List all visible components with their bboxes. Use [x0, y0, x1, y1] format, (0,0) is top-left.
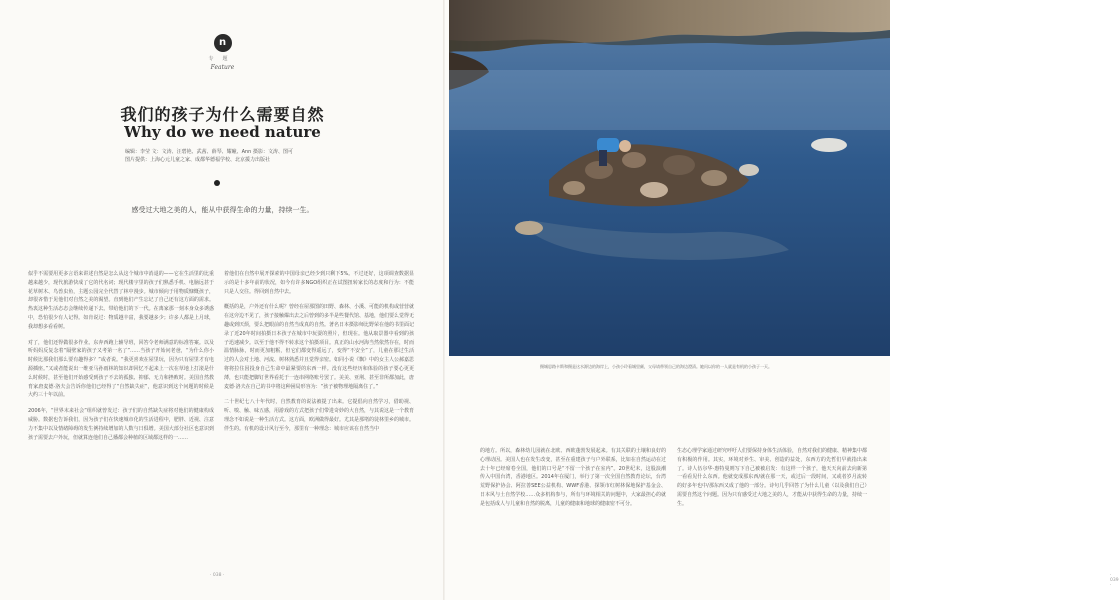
paragraph: 着他们在自然中展开探索的中国母亲已经少到只剩下5%。不过还好，这项调查数据显示的是十多年前的状况，如今有许多NGO组织正在试图扭转家长的态度和行为：不能只是人交往。得回到自然中去。 [224, 271, 414, 295]
paragraph: 2006年，“世界末来社会”组织就曾发过：孩子们的自然缺失症将对他们的健康构成威胁。数据也告诉我们，因为孩子们在快速城市化的生活进程中，肥胖、近视、注意力不集中以及情绪障碍的发生例持续增加的人数与日俱增。美国大部分社区也意识到孩子需要去户外玩，但就算连他们自己播都会种植的区域都这样的一…… [28, 408, 214, 441]
lake-shore-photo [449, 0, 890, 356]
text-column-right-2 [677, 447, 867, 516]
article-intro: 感受过大地之美的人，能从中获得生命的力量，持续一生。 [131, 206, 314, 214]
paragraph: 生态心理学家通过研究呼吁人们要保持身体生活体验，自然对我们的健康、精神集中都有积极的作用。其实，环境对养生、审美、创造的益处，东西方的先哲们早就指出来了。诗人伍尔华·惠特曼则写下自己被被启发：有这样一个孩子，他天天向前去向新第一看看见什么东西。他就变成那东西/就在那一天，或过后一段时间，又或者岁月流转的好多年也中/那东西又成了他的一部分。诗句几乎回答了为什么儿童（以及我们自己）需要自然这个问题。因为只有感受过大地之美的人，才能从中获得生命的力量，持续一生。 [677, 448, 868, 507]
credits-line: 图片提供：上海心元儿童之家、成都华德福学校、北京援力出版社 [125, 157, 271, 163]
paragraph: 对了，他们还得做很多作业。东奔西跑上辅导班，回答令老师满意的标准答案。以及听妈妈反复念着“隔壁家的孩子又考第一名了”……当孩子开始问老爸，“为什么你小时候比那我们那么要有趣得多？”或者说。“我更喜欢在屋里玩，因为只有屋里才有电源插座。”又或者能说出一维亚马孙雨林的知识却回忆不起来上一次在草地上打滚是什么时候时，甚至他们开始感受到孩子不去的孤独、抑郁、无力和挫败时。美国自然教育家唐麦德·洛夫会告诉你他们已经得了“自然缺失症”，他意识到这个问题的时候是大约三十年以前。 [28, 339, 214, 399]
text-column-left-1 [28, 270, 214, 449]
page-number-left: · 038 · [210, 573, 225, 578]
paragraph: 概括的是，户外还有什么呢？曾经在屋那图的田野、森林、小溪、可能的机构或营营就在这旁边不见了，孩子接触爆出去之后曾到的多半是些餐代馆、基地，他们要么觉得无趣或到厌烦，要么把眼前的自然当成真的自然。著名日本摄影师比野荣在他的书里面记录了近20年时间拍摄日本孩子在城市中玩耍的照片，但现在。他从取景器中看到的孩子迅速减少。以至于他不得不转求这个拍摄项目。真正的山水河海当然依然存在，时而温情脉脉，时而更加粗粝，但它们都变得遥远了，变得“不安全”了，儿童在那过生活过的人会对土地、河流、树林熟悉并且觉得亲密。如同小说《飘》中的女主人公郝嘉思将将拉住因投身自己生命中最紧要的东西一样。没有这些经历和体验的孩子要心更更薄，也只能把脚钉世界看托于一连串网络账号罢了。美美、亚荆、甚至非所都加此，唐麦德·洛夫在自己的书中将这种困局形容为：“孩子被物理地隔离住了。” [224, 304, 415, 390]
section-label-cn: 专题 [208, 56, 237, 62]
paragraph: 似乎不需要用更多言语来讲述自然是怎么从这个城市中消退的——它在生活里的比重越来越少，现代旅游快成了它的代名词；现代楼宇里的孩子们熟悉手机、电脑远甚于花草树木、鸟兽虫鱼，主题公园完全代替了林中漫步。城市倾向于用物质慷慨孩子，却很吝惜于见他们对自然之美的渴望。直到他们产生忘记了自己还有这方面的需求。热衷这种生活态态会继续传递下去。带给他们的下一代。在离家那一刻本身众多诱惑中，恐怕很少有人记得。如肯说过：物质越丰富，我要越多少；许多人都是上月球，我却想多看看树。 [28, 271, 214, 330]
text-column-left-2 [224, 270, 414, 441]
credits [125, 148, 325, 164]
section-label-en: Feature [210, 64, 235, 71]
credits-line: 编辑：李莹 文：文涛、汪碧艳、武茜、薛琴、耀瞳、Ann 摄影：文涛、图可 [125, 149, 293, 155]
article-title-en: Why do we need nature [124, 123, 321, 141]
left-page [0, 0, 445, 600]
page-number-right: · 039 · [1110, 573, 1119, 588]
separator-dot [214, 180, 220, 186]
paragraph: 的地方。所以，森林幼儿园就在北欧、西欧蓬勃发展起来。有其关联的土壤和良好的心理动因。美国人也在发生改变，甚至在重建孩子与户外联系，比如在自然运动在过去十年已经席卷全国，他们的口号是“不留一个孩子在室内”。20世纪末，这股浪潮传入中国台湾，香港地区。2014年在厦门，举行了第一次全国自然教育论坛，台湾荒野保护协会、阿拉善SEE公益机构、WWF香港、探领市红树林保地保护基金会、日本风与土自然学校……众多机构参与，所有与环境相关的问题中，大家最担心的就是包括成人与儿童和自然的脱离，儿童的健康和地球的健康密不可分。 [480, 448, 666, 507]
photo-caption: 摄城思路卡斯和摄是这水源边的海岸上，小孩小玲看城里颜，父母请带领自己的海边澄清。她问以你的一人就是有机的小孩子一天。 [540, 364, 772, 369]
text-column-right-1 [480, 447, 666, 516]
section-header [0, 30, 445, 71]
paragraph: 二十世纪七八十年代时，自然教育的说法被提了出来。它提倡向自然学习，借助视、听、嗅、触、味五感，用游戏的方式把孩子们带进奇妙的大自然，与其说这是一个教育理念不如说是一种生活方式。这方面，欧洲做得最好。尤其是那堵的徒林里乡的城市。伴生的。有机的设计风行至今，那里有一种理念：城市应该在自然当中 [224, 399, 415, 432]
section-logo-icon: n [214, 34, 232, 52]
article-title-cn: 我们的孩子为什么需要自然 [120, 105, 325, 124]
